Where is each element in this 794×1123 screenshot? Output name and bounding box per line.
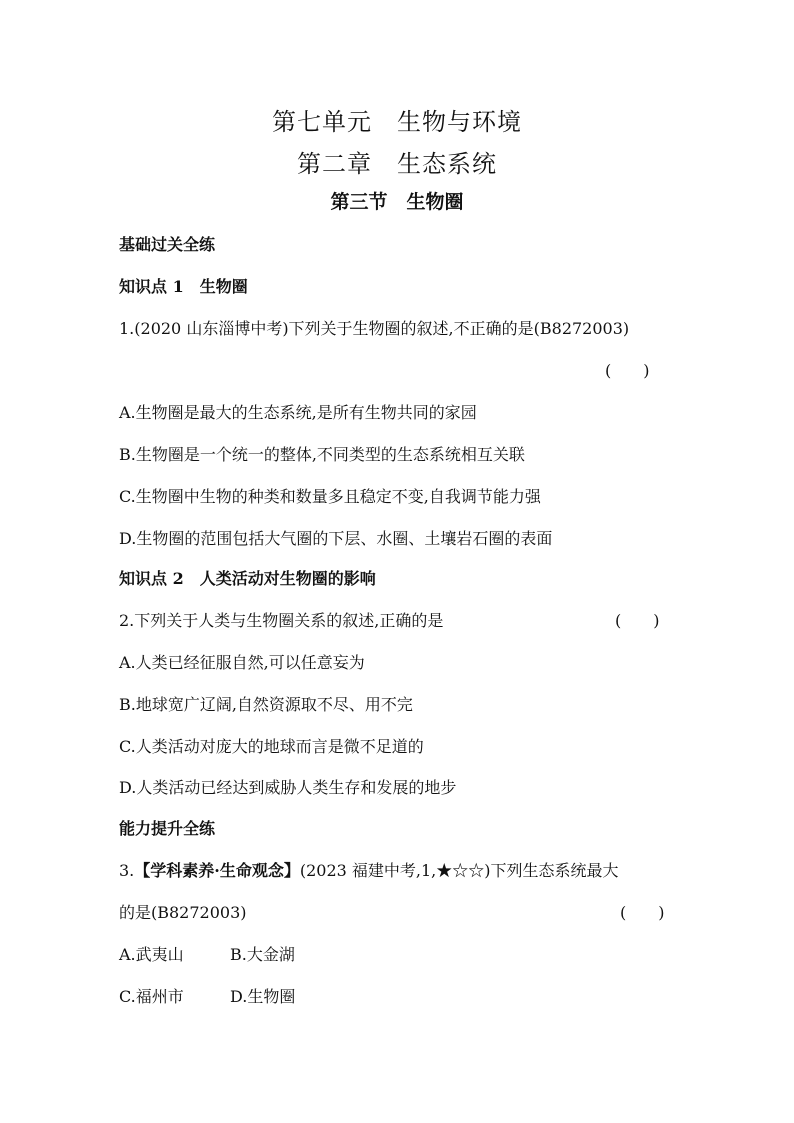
question-2-stem: 2.下列关于人类与生物圈关系的叙述,正确的是 xyxy=(119,611,444,630)
question-3-option-c: C.福州市 xyxy=(119,987,184,1006)
section-title: 第三节 生物圈 xyxy=(330,191,464,213)
question-2-answer-paren: ( ) xyxy=(615,611,660,630)
question-3-stem xyxy=(119,858,619,881)
section-heading-ability: 能力提升全练 xyxy=(119,819,216,838)
question-1-answer-paren: ( ) xyxy=(605,361,650,380)
question-3-stem-rest: (2023 福建中考,1,★☆☆)下列生态系统最大 xyxy=(299,861,619,880)
unit-title: 第七单元 生物与环境 xyxy=(272,108,522,136)
question-1-option-a: A.生物圈是最大的生态系统,是所有生物共同的家园 xyxy=(119,403,477,422)
question-3-stem-line-2: 的是(B8272003) xyxy=(119,903,247,922)
question-2-option-a: A.人类已经征服自然,可以任意妄为 xyxy=(119,653,365,672)
section-heading-basic: 基础过关全练 xyxy=(119,235,216,254)
question-3-tag: 【学科素养·生命观念】 xyxy=(134,861,300,880)
question-2-option-c: C.人类活动对庞大的地球而言是微不足道的 xyxy=(119,737,424,756)
question-3-answer-paren: ( ) xyxy=(620,903,665,922)
question-2-option-d: D.人类活动已经达到威胁人类生存和发展的地步 xyxy=(119,778,457,797)
question-3-option-d: D.生物圈 xyxy=(230,987,296,1006)
question-3-number: 3. xyxy=(119,861,135,880)
chapter-title: 第二章 生态系统 xyxy=(297,150,497,178)
question-1-option-b: B.生物圈是一个统一的整体,不同类型的生态系统相互关联 xyxy=(119,445,525,464)
question-3-option-a: A.武夷山 xyxy=(119,945,184,964)
question-3-option-b: B.大金湖 xyxy=(230,945,295,964)
question-2-option-b: B.地球宽广辽阔,自然资源取不尽、用不完 xyxy=(119,695,413,714)
question-1-option-d: D.生物圈的范围包括大气圈的下层、水圈、土壤岩石圈的表面 xyxy=(119,529,553,548)
knowledge-point-1-heading: 知识点 1 生物圈 xyxy=(119,277,248,296)
question-1-stem: 1.(2020 山东淄博中考)下列关于生物圈的叙述,不正确的是(B8272003) xyxy=(119,319,630,338)
knowledge-point-2-heading: 知识点 2 人类活动对生物圈的影响 xyxy=(119,569,376,588)
question-1-option-c: C.生物圈中生物的种类和数量多且稳定不变,自我调节能力强 xyxy=(119,487,541,506)
